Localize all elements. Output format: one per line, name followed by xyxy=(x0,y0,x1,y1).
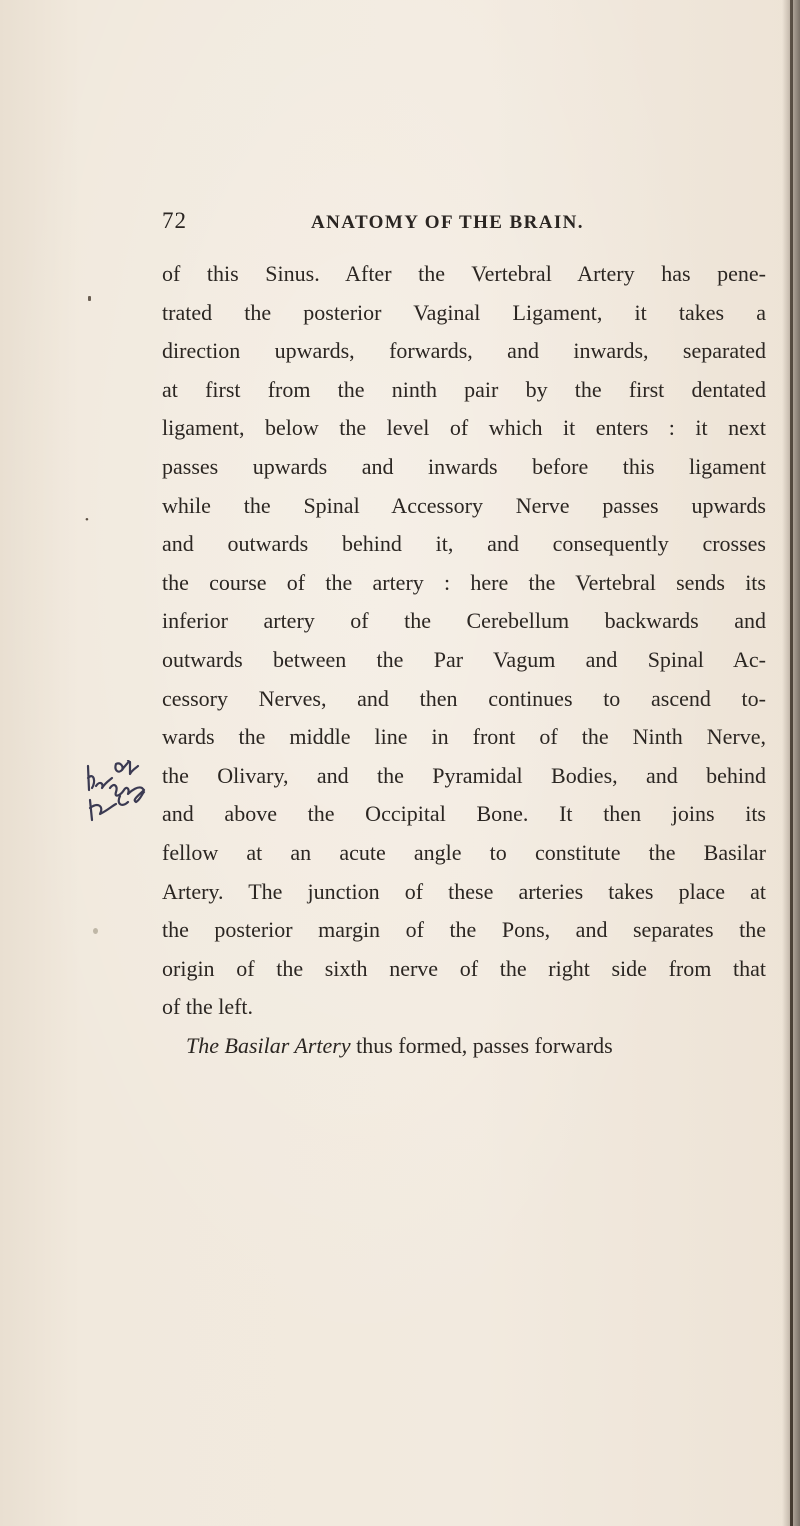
text-line: trated the posterior Vaginal Ligament, it takes a xyxy=(162,299,766,325)
paper-speck xyxy=(93,928,98,934)
text-line: of the left. xyxy=(162,994,254,1020)
text-line: fellow at an acute angle to constitute the Basilar xyxy=(162,839,766,865)
text-line: the course of the artery : here the Vertebral sends its xyxy=(162,569,766,595)
handwritten-scribble-icon xyxy=(86,760,146,824)
text-line: passes upwards and inwards before this ligament xyxy=(162,453,766,479)
page-number: 72 xyxy=(162,208,187,233)
text-line: origin of the sixth nerve of the right side from that xyxy=(162,955,766,981)
text-line: the Olivary, and the Pyramidal Bodies, and behind xyxy=(162,762,766,788)
text-line: and above the Occipital Bone. It then joins its xyxy=(162,801,766,827)
text-line: Artery. The junction of these arteries takes place at xyxy=(162,878,766,904)
text-line: and outwards behind it, and consequently crosses xyxy=(162,531,766,557)
margin-speck xyxy=(88,296,91,301)
text-line: outwards between the Par Vagum and Spinal Ac- xyxy=(162,646,766,672)
text-line: while the Spinal Accessory Nerve passes upwards xyxy=(162,492,766,518)
margin-tick-mark: • xyxy=(85,514,89,526)
text-line: of this Sinus. After the Vertebral Artery has pene- xyxy=(162,261,766,286)
final-paragraph-line xyxy=(162,1027,766,1066)
page-header xyxy=(162,208,762,244)
text-line: wards the middle line in front of the Ninth Nerve, xyxy=(162,724,766,750)
running-head: ANATOMY OF THE BRAIN. xyxy=(311,212,584,233)
page-edge-shadow xyxy=(782,0,800,1526)
text-line: direction upwards, forwards, and inwards, separated xyxy=(162,338,766,364)
text-line: ligament, below the level of which it enters : it next xyxy=(162,415,766,441)
body-text xyxy=(162,255,766,1065)
text-line: at first from the ninth pair by the first dentated xyxy=(162,376,766,402)
text-line: inferior artery of the Cerebellum backwards and xyxy=(162,608,766,634)
italic-lead: The Basilar Artery xyxy=(186,1032,351,1058)
paragraph-rest: thus formed, passes forwards xyxy=(350,1032,613,1058)
text-line: the posterior margin of the Pons, and separates the xyxy=(162,917,766,943)
text-line: cessory Nerves, and then continues to ascend to- xyxy=(162,685,766,711)
